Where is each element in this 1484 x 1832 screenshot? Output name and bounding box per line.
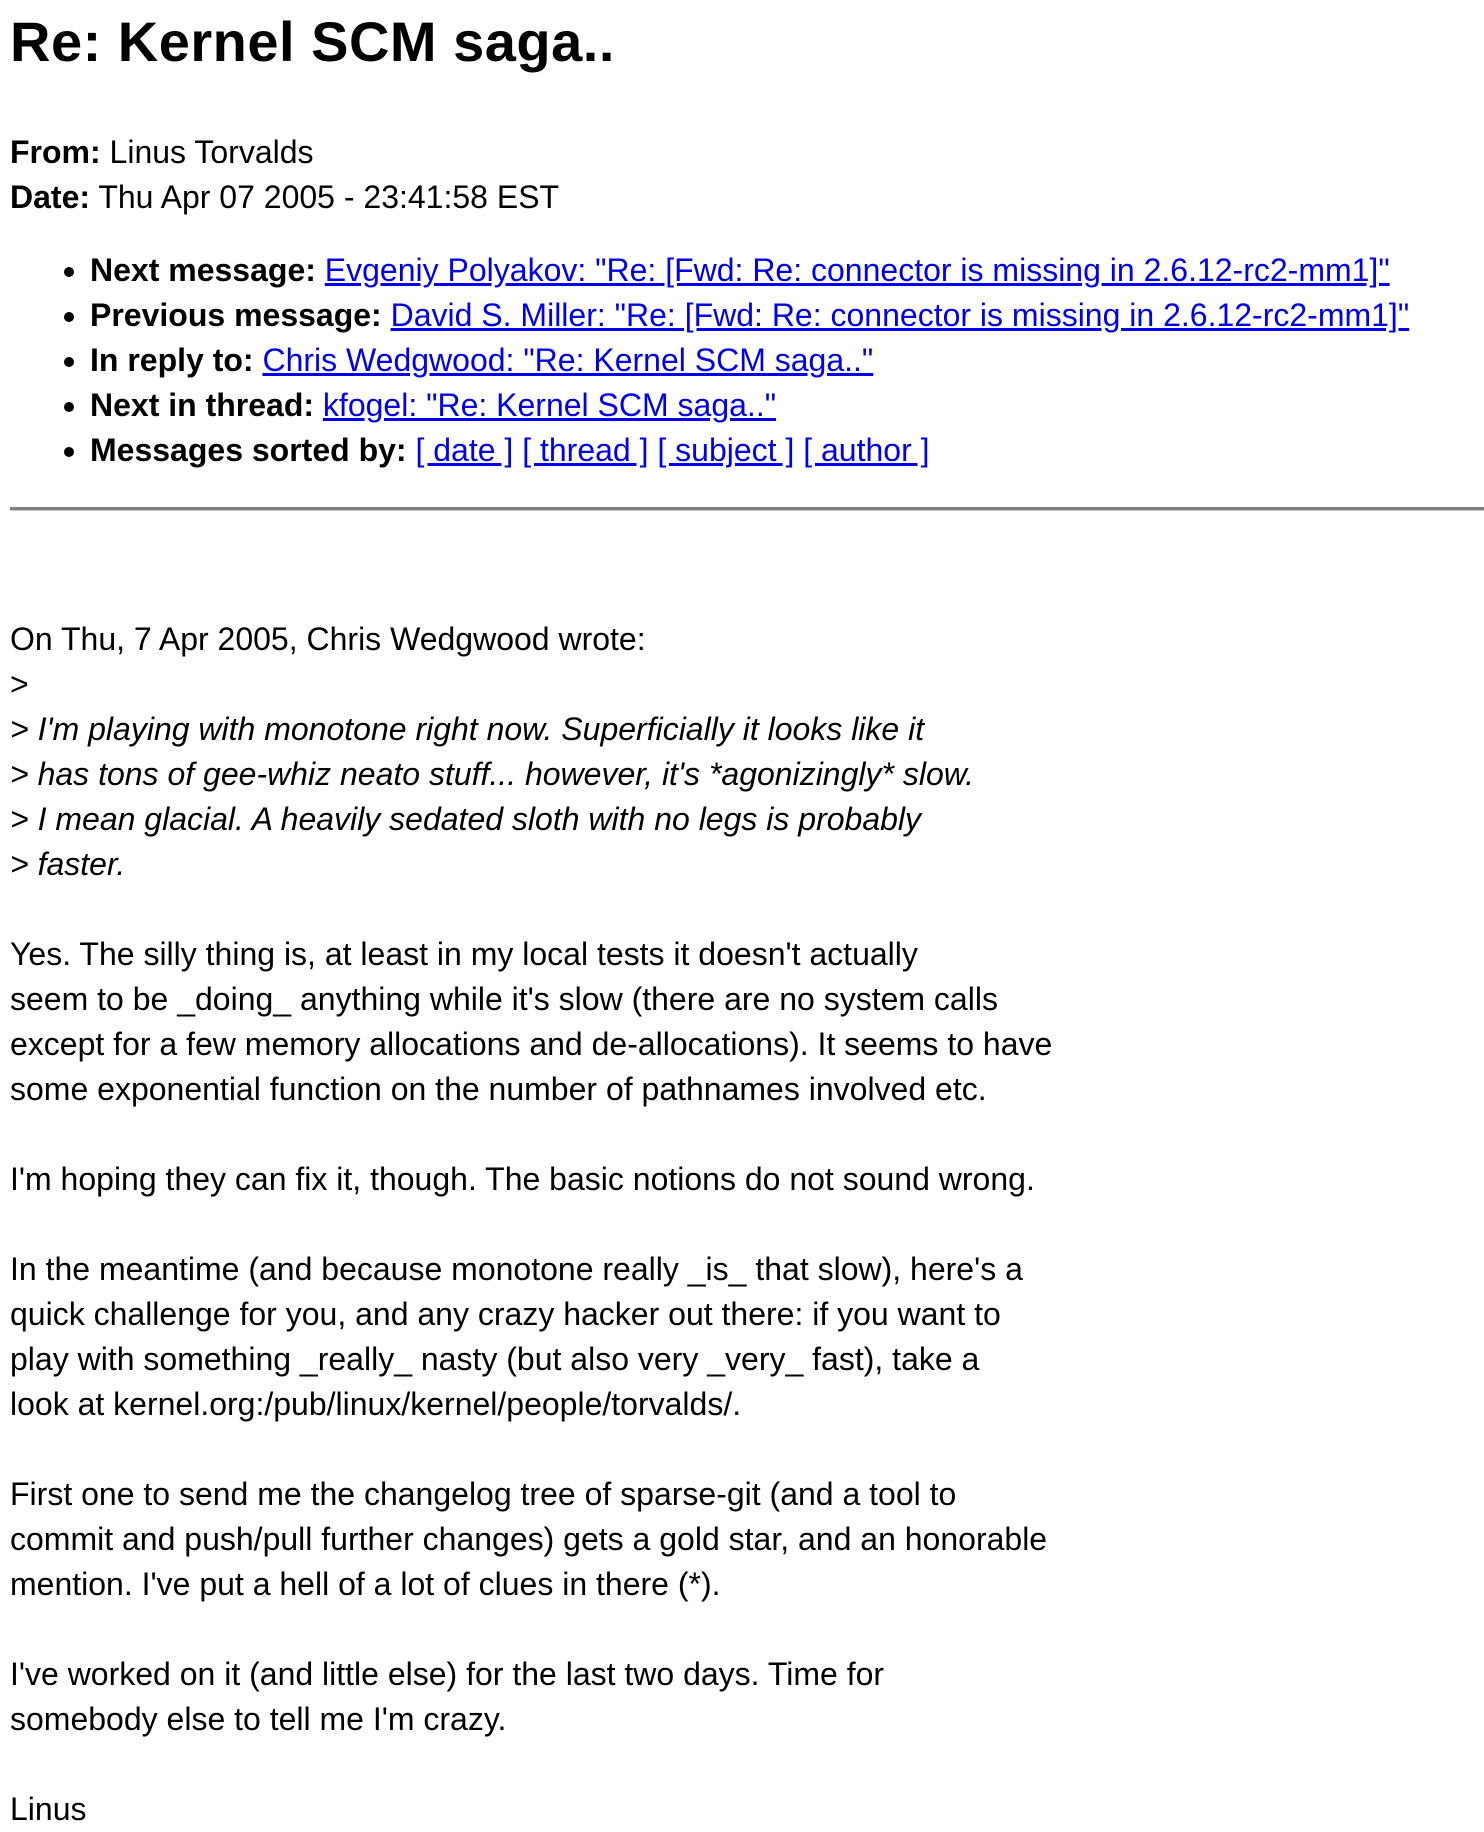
body-line: commit and push/pull further changes) gets a gold star, and an honorable <box>10 1521 1048 1557</box>
nav-previous-message <box>90 293 1484 338</box>
quoted-line: > I mean glacial. A heavily sedated sloth with no legs is probably <box>10 801 922 837</box>
body-line: In the meantime (and because monotone really _is_ that slow), here's a <box>10 1251 1023 1287</box>
nav-in-reply-to <box>90 338 1484 383</box>
body-line: except for a few memory allocations and de-allocations). It seems to have <box>10 1026 1053 1062</box>
body-line: look at kernel.org:/pub/linux/kernel/people/torvalds/. <box>10 1386 742 1422</box>
quoted-line: > faster. <box>10 846 126 882</box>
paragraph-gap <box>10 1607 1484 1652</box>
body-line: seem to be _doing_ anything while it's slow (there are no system calls <box>10 981 998 1017</box>
signature: Linus <box>10 1791 87 1827</box>
sort-by-subject-link[interactable]: [ subject ] <box>657 432 795 468</box>
body-line: Yes. The silly thing is, at least in my local tests it doesn't actually <box>10 936 918 972</box>
nav-next-message <box>90 248 1484 293</box>
header-divider <box>10 507 1484 511</box>
quoted-line: > has tons of gee-whiz neato stuff... however, it's *agonizingly* slow. <box>10 756 974 792</box>
message-navigation <box>10 248 1484 473</box>
body-line: I've worked on it (and little else) for the last two days. Time for <box>10 1656 885 1692</box>
sort-by-thread-link[interactable]: [ thread ] <box>522 432 649 468</box>
in-reply-to-label: In reply to: <box>90 342 254 378</box>
in-reply-to-link[interactable]: Chris Wedgwood: "Re: Kernel SCM saga.." <box>262 342 874 378</box>
message-body <box>10 617 1484 1832</box>
paragraph-gap <box>10 887 1484 932</box>
previous-message-link[interactable]: David S. Miller: "Re: [Fwd: Re: connector is missing in 2.6.12-rc2-mm1]" <box>390 297 1410 333</box>
from-label: From: <box>10 134 101 170</box>
paragraph-gap <box>10 1202 1484 1247</box>
next-message-link[interactable]: Evgeniy Polyakov: "Re: [Fwd: Re: connector is missing in 2.6.12-rc2-mm1]" <box>324 252 1390 288</box>
message-page <box>10 0 1484 1832</box>
body-line: I'm hoping they can fix it, though. The basic notions do not sound wrong. <box>10 1161 1035 1197</box>
quoted-line: > I'm playing with monotone right now. Superficially it looks like it <box>10 711 925 747</box>
from-value: Linus Torvalds <box>109 134 314 170</box>
paragraph-gap <box>10 1427 1484 1472</box>
nav-next-in-thread <box>90 383 1484 428</box>
next-in-thread-link[interactable]: kfogel: "Re: Kernel SCM saga.." <box>322 387 777 423</box>
next-message-label: Next message: <box>90 252 316 288</box>
nav-sorted-by <box>90 428 1484 473</box>
page-title: Re: Kernel SCM saga.. <box>10 10 615 73</box>
sort-by-author-link[interactable]: [ author ] <box>803 432 930 468</box>
body-line: play with something _really_ nasty (but also very _very_ fast), take a <box>10 1341 980 1377</box>
sort-by-date-link[interactable]: [ date ] <box>415 432 514 468</box>
paragraph-gap <box>10 1742 1484 1787</box>
date-label: Date: <box>10 179 91 215</box>
sorted-by-label: Messages sorted by: <box>90 432 407 468</box>
from-line <box>10 130 1484 175</box>
quote-intro: On Thu, 7 Apr 2005, Chris Wedgwood wrote: <box>10 621 646 657</box>
quote-marker: > <box>10 666 29 702</box>
body-line: some exponential function on the number of pathnames involved etc. <box>10 1071 987 1107</box>
body-line: quick challenge for you, and any crazy hacker out there: if you want to <box>10 1296 1001 1332</box>
message-meta <box>10 130 1484 220</box>
next-in-thread-label: Next in thread: <box>90 387 315 423</box>
date-value: Thu Apr 07 2005 - 23:41:58 EST <box>98 179 560 215</box>
date-line <box>10 175 1484 220</box>
previous-message-label: Previous message: <box>90 297 382 333</box>
paragraph-gap <box>10 1112 1484 1157</box>
body-line: First one to send me the changelog tree of sparse-git (and a tool to <box>10 1476 957 1512</box>
body-line: mention. I've put a hell of a lot of clues in there (*). <box>10 1566 721 1602</box>
body-line: somebody else to tell me I'm crazy. <box>10 1701 507 1737</box>
